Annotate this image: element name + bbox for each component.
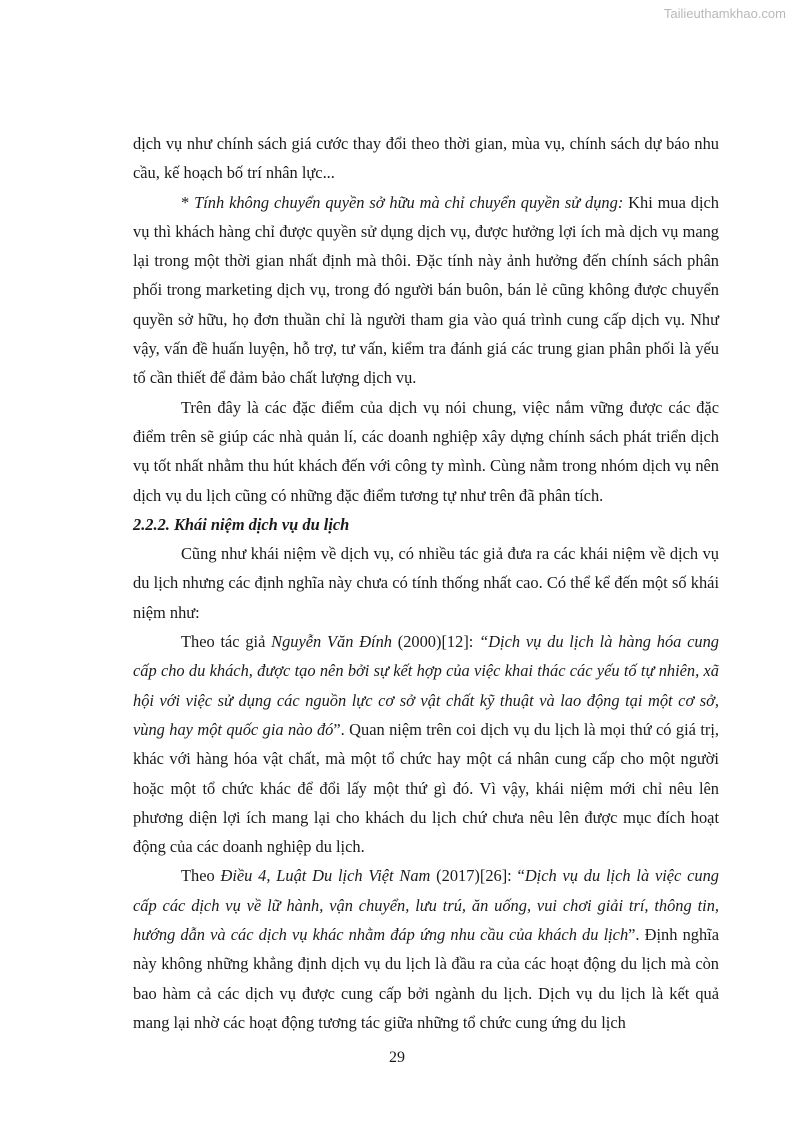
paragraph-5-text: ”. Quan niệm trên coi dịch vụ du lịch là mọi thứ có giá trị, khác với hàng hóa vật chất, mà một tổ chức hay một cá nhân cung cấp cho một người hoặc một tổ chức khác để đổi lấy một thứ gì đó. Vì vậy, khái niệm mới chỉ nêu lên phương diện lợi ích mang lại cho khách du lịch chứ chưa nêu lên được mục đích hoạt động của các doanh nghiệp du lịch.: [133, 719, 720, 857]
page-number: 29: [389, 1049, 405, 1066]
citation: (2017)[26]: “: [430, 866, 525, 886]
paragraph-2-text: Khi mua dịch vụ thì khách hàng chỉ được quyền sử dụng dịch vụ, được hưởng lợi ích mà dịch vụ mang lại trong một thời gian nhất định mà thôi. Đặc tính này ảnh hưởng đến chính sách phân phối trong marketing dịch vụ, trong đó người bán buôn, bán lẻ cũng không được chuyển quyền sở hữu, họ đơn thuần chỉ là người tham gia vào quá trình cung cấp dịch vụ. Như vậy, vấn đề huấn luyện, hỗ trợ, tư vấn, kiểm tra đánh giá các trung gian phân phối là yếu tố cần thiết để đảm bảo chất lượng dịch vụ.: [133, 192, 720, 388]
paragraph-6-lead: Theo: [181, 866, 221, 886]
author-name: Nguyễn Văn Đính: [271, 632, 392, 652]
paragraph-2-italic-title: Tính không chuyển quyền sở hữu mà chỉ chuyển quyền sử dụng:: [194, 192, 624, 212]
paragraph-2: [133, 188, 719, 393]
watermark: Tailieuthamkhao.com: [663, 6, 786, 21]
paragraph-3: Trên đây là các đặc điểm của dịch vụ nói chung, việc nắm vững được các đặc điểm trên sẽ giúp các nhà quản lí, các doanh nghiệp xây dựng chính sách phát triển dịch vụ tốt nhất nhằm thu hút khách đến với công ty mình. Cùng nằm trong nhóm dịch vụ nên dịch vụ du lịch cũng có những đặc điểm tương tự như trên đã phân tích.: [133, 397, 719, 505]
quote-definition: “Dịch vụ du lịch là hàng hóa cung cấp cho du khách, được tạo nên bởi sự kết hợp của việc khai thác các yếu tố tự nhiên, xã hội với việc sử dụng các nguồn lực cơ sở vật chất kỹ thuật và lao động tại một cơ sở, vùng hay một quốc gia nào đó: [133, 632, 719, 739]
quote-law-definition: Dịch vụ du lịch là việc cung cấp các dịch vụ về lữ hành, vận chuyển, lưu trú, ăn uống, vui chơi giải trí, thông tin, hướng dẫn và các dịch vụ khác nhằm đáp ứng nhu cầu của khách du lịch: [133, 866, 720, 945]
paragraph-1: dịch vụ như chính sách giá cước thay đổi theo thời gian, mùa vụ, chính sách dự báo nhu cầu, kế hoạch bố trí nhân lực...: [133, 134, 719, 183]
paragraph-6-text: ”. Định nghĩa này không những khẳng định dịch vụ du lịch là đầu ra của các hoạt động du lịch mà còn bao hàm cả các dịch vụ được cung cấp bởi ngành du lịch. Dịch vụ du lịch là kết quả mang lại nhờ các hoạt động tương tác giữa những tổ chức cung ứng du lịch: [133, 925, 720, 1032]
paragraph-5-lead: Theo tác giả: [181, 632, 272, 652]
citation: (2000)[12]:: [391, 632, 480, 652]
paragraph-6: [133, 861, 719, 1037]
document-body: [133, 129, 719, 1037]
paragraph-5: [133, 627, 719, 861]
section-heading: 2.2.2. Khái niệm dịch vụ du lịch: [133, 514, 350, 534]
paragraph-4: Cũng như khái niệm về dịch vụ, có nhiều tác giả đưa ra các khái niệm về dịch vụ du lịch nhưng các định nghĩa này chưa có tính thống nhất cao. Có thể kể đến một số khái niệm như:: [133, 544, 719, 622]
bullet-star: *: [181, 192, 195, 212]
law-reference: Điều 4, Luật Du lịch Việt Nam: [220, 866, 431, 886]
